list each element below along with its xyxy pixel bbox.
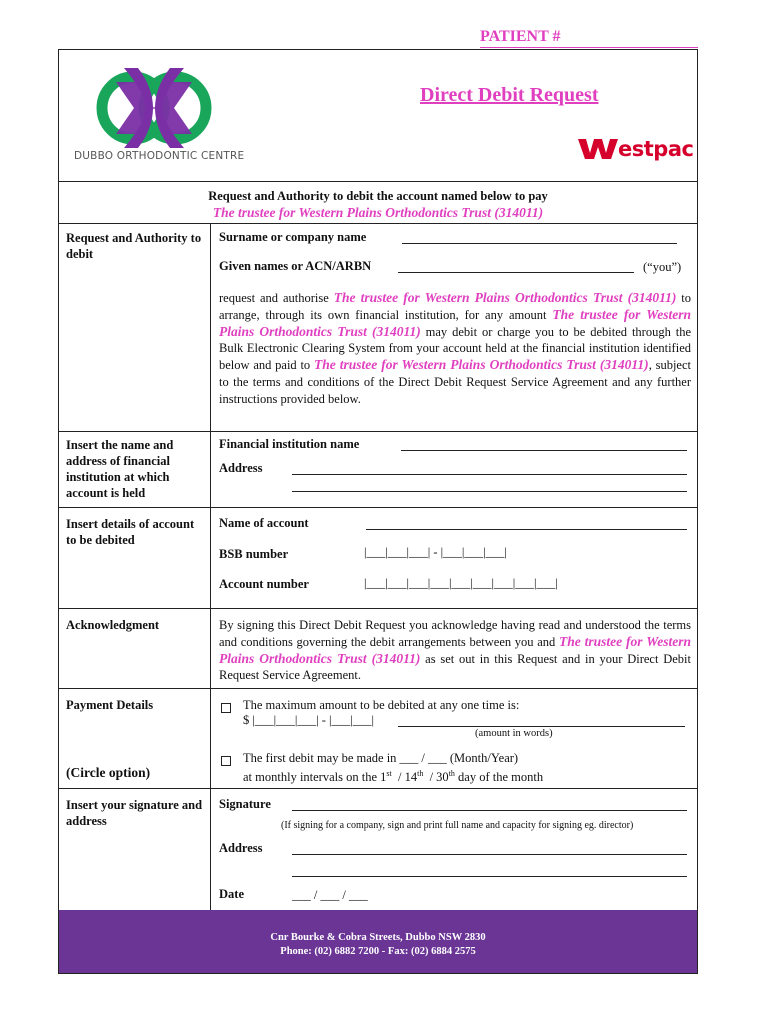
- option-14[interactable]: / 14: [397, 770, 418, 785]
- first-debit-text: The first debit may be made in ___ / ___ (Month/Year): [243, 751, 519, 765]
- authority-text-4: , subject to the terms and conditions of the Direct Debit Request Service Agreement and any further instructions provided below.: [219, 358, 691, 406]
- authority-text-1: request and authorise: [219, 291, 329, 305]
- ack-text-1: By signing this Direct Debit Request you acknowledge having read and understood the terms and conditions governing the debit arrangements between you and: [219, 618, 691, 649]
- divider: [58, 431, 698, 432]
- authority-payee-1: The trustee for Western Plains Orthodontics Trust (314011): [333, 290, 677, 305]
- divider: [58, 608, 698, 609]
- bsb-label: BSB number: [219, 547, 289, 561]
- account-number-label: Account number: [219, 577, 309, 591]
- westpac-wordmark: estpac: [618, 137, 694, 161]
- divider: [58, 688, 698, 689]
- amount-words-note: (amount in words): [475, 728, 553, 739]
- institution-address-label: Address: [219, 461, 263, 475]
- max-amount-text: The maximum amount to be debited at any one time is:: [243, 698, 520, 712]
- westpac-logo: [578, 137, 693, 159]
- account-name-label: Name of account: [219, 516, 309, 530]
- max-amount-checkbox[interactable]: [221, 699, 231, 717]
- dubbo-logo-icon: [66, 62, 236, 162]
- footer-bar: [59, 910, 697, 973]
- signature-note: (If signing for a company, sign and print full name and capacity for signing eg. director): [281, 820, 634, 831]
- monthly-intervals-text: [243, 766, 543, 785]
- th2-sup: th: [448, 769, 455, 778]
- form-title: Direct Debit Request: [420, 84, 599, 106]
- divider: [58, 223, 698, 224]
- patient-number-field[interactable]: [480, 28, 698, 48]
- intro-line: Request and Authority to debit the account named below to pay: [208, 189, 548, 203]
- signature-input[interactable]: [292, 810, 687, 811]
- westpac-w-icon: [578, 139, 618, 159]
- dubbo-logo: [66, 62, 245, 172]
- authority-payee-3: The trustee for Western Plains Orthodontics Trust (314011): [313, 357, 649, 373]
- institution-label: Insert the name and address of financial institution at which account is held: [66, 438, 174, 500]
- surname-label: Surname or company name: [219, 230, 367, 244]
- ack-text-2: as set out in this Request and in your Direct Debit Request Service Agreement.: [219, 651, 691, 683]
- institution-address-input-1[interactable]: [292, 474, 687, 475]
- footer-phone: Phone: (02) 6882 7200 - Fax: (02) 6884 2575: [280, 946, 476, 957]
- divider: [58, 507, 698, 508]
- authority-label: Request and Authority to debit: [66, 231, 202, 261]
- authority-payee-2: The trustee for Western Plains Orthodontics Trust (314011): [219, 306, 691, 339]
- account-number-input[interactable]: |___|___|___|___|___|___|___|___|___|: [364, 576, 558, 590]
- ack-payee: The trustee for Western Plains Orthodontics Trust (314011): [219, 633, 691, 666]
- institution-name-input[interactable]: [401, 450, 687, 451]
- institution-address-input-2[interactable]: [292, 491, 687, 492]
- signature-address-input-1[interactable]: [292, 854, 687, 855]
- account-label: Insert details of account to be debited: [66, 517, 195, 547]
- authority-text-2: to arrange, through its own financial institution, for any amount: [219, 291, 692, 322]
- amount-input[interactable]: $ |___|___|___| - |___|___|: [243, 713, 375, 727]
- day-of-month-text: day of the month: [458, 770, 544, 785]
- circle-option-label: (Circle option): [66, 765, 151, 780]
- th-sup: th: [417, 769, 424, 778]
- institution-name-label: Financial institution name: [219, 437, 360, 451]
- footer-address: Cnr Bourke & Cobra Streets, Dubbo NSW 2830: [270, 932, 486, 943]
- payment-label: Payment Details: [66, 698, 154, 712]
- intro-payee: The trustee for Western Plains Orthodontics Trust (314011): [212, 205, 544, 220]
- first-debit-checkbox[interactable]: [221, 752, 231, 770]
- signature-address-label: Address: [219, 841, 263, 855]
- interval-text: at monthly intervals on the 1: [243, 770, 387, 785]
- divider: [58, 181, 698, 182]
- signature-section-label: Insert your signature and address: [66, 798, 203, 828]
- date-input[interactable]: ___ / ___ / ___: [292, 888, 368, 902]
- patient-label: PATIENT #: [480, 28, 561, 45]
- option-30[interactable]: / 30: [429, 770, 449, 785]
- acknowledgment-paragraph: [219, 617, 691, 684]
- you-note: (“you”): [643, 260, 682, 274]
- account-name-input[interactable]: [366, 529, 687, 530]
- amount-words-input[interactable]: [398, 726, 685, 727]
- bsb-input[interactable]: |___|___|___| - |___|___|___|: [364, 545, 507, 559]
- logo-caption: DUBBO ORTHODONTIC CENTRE: [74, 150, 245, 162]
- given-names-input[interactable]: [398, 272, 634, 273]
- authority-text-3: may debit or charge you to be debited through the Bulk Electronic Clearing System from your account held at the financial institution identified below and paid to: [219, 324, 691, 373]
- divider: [58, 788, 698, 789]
- st-sup: st: [386, 769, 392, 778]
- authority-paragraph: [219, 290, 691, 408]
- given-names-label: Given names or ACN/ARBN: [219, 259, 372, 273]
- surname-input[interactable]: [402, 243, 677, 244]
- signature-address-input-2[interactable]: [292, 876, 687, 877]
- acknowledgment-label: Acknowledgment: [66, 618, 160, 632]
- column-divider: [210, 223, 211, 910]
- form-frame: [58, 49, 698, 974]
- date-label: Date: [219, 887, 244, 901]
- signature-label: Signature: [219, 797, 271, 811]
